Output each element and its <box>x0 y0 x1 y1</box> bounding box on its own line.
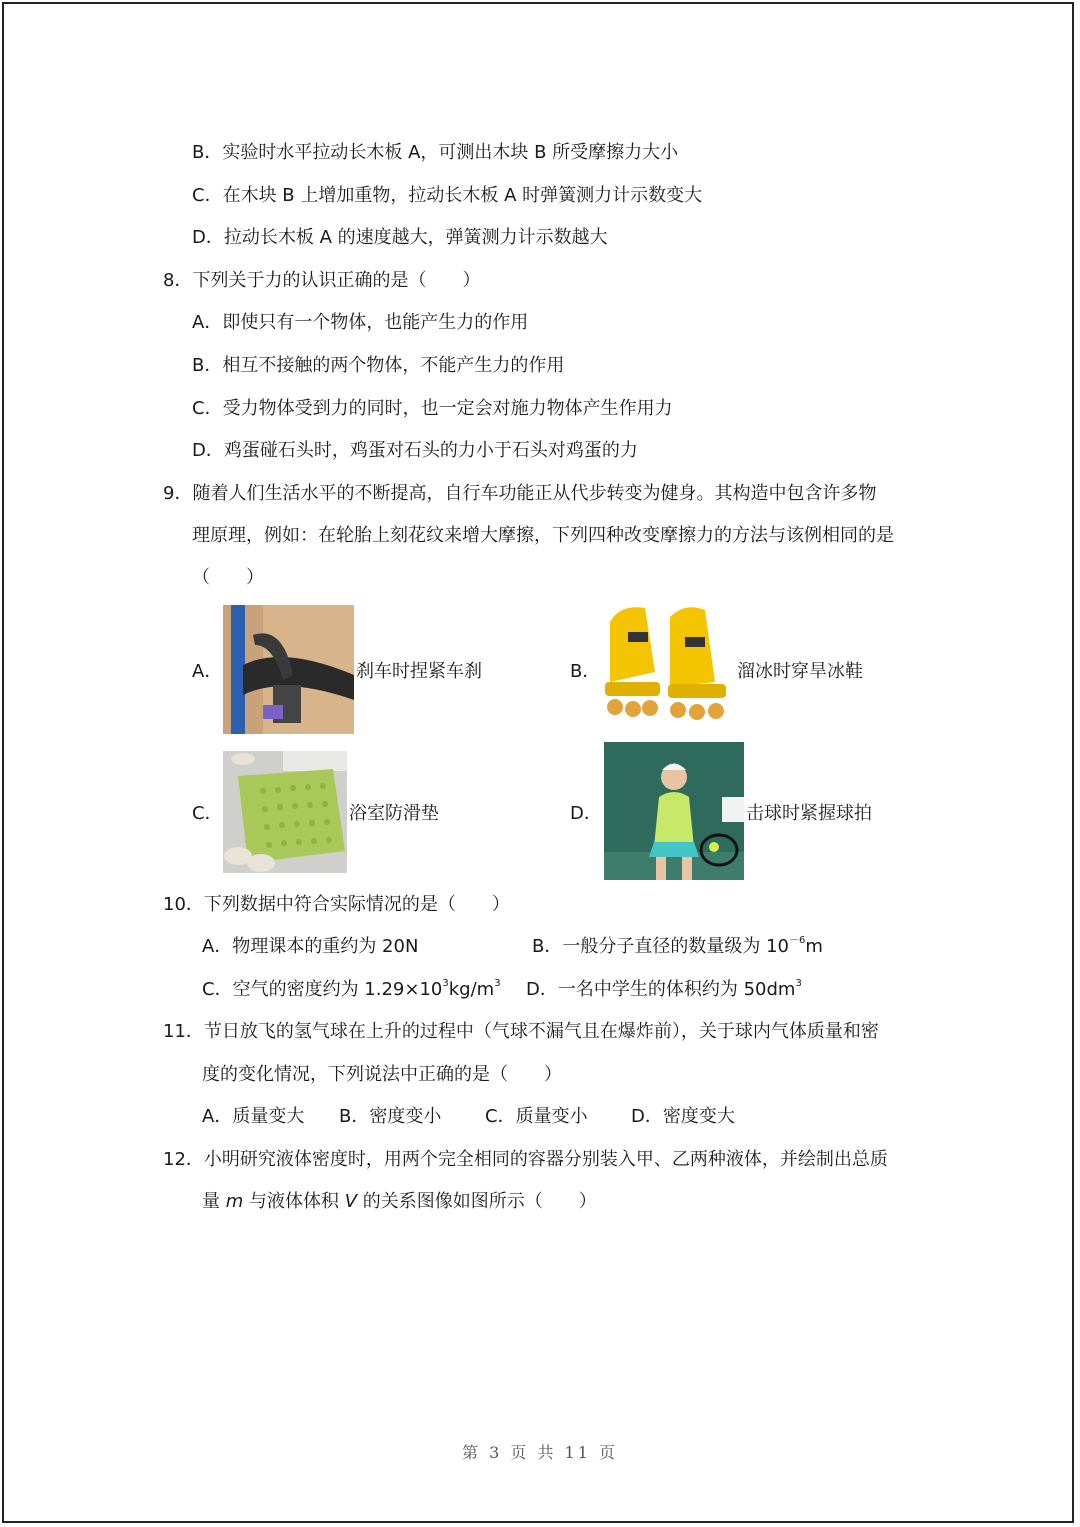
q9-option-d-letter: D． <box>570 803 602 824</box>
bath-mat-image <box>223 751 347 873</box>
q12-stem-line2: 量 m 与液体体积 V 的关系图像如图所示（ ） <box>202 1191 597 1212</box>
roller-skate-image <box>600 602 732 726</box>
q10-stem: 10．下列数据中符合实际情况的是（ ） <box>163 894 510 915</box>
q10-option-a: A．物理课本的重约为 20N <box>202 936 419 957</box>
q9-option-d-text: 击球时紧握球拍 <box>746 803 872 824</box>
q11-option-b: B．密度变小 <box>339 1106 442 1127</box>
q9-option-c-text: 浴室防滑垫 <box>349 803 439 824</box>
q11-option-d: D．密度变大 <box>631 1106 735 1127</box>
q8-option-c: C．受力物体受到力的同时，也一定会对施力物体产生作用力 <box>192 398 673 419</box>
q9-option-b-text: 溜冰时穿旱冰鞋 <box>737 661 863 682</box>
q11-stem-line1: 11．节日放飞的氢气球在上升的过程中（气球不漏气且在爆炸前），关于球内气体质量和密 <box>163 1021 879 1042</box>
q9-option-a-text: 刹车时捏紧车刹 <box>356 661 482 682</box>
q11-stem-line2: 度的变化情况，下列说法中正确的是（ ） <box>202 1064 562 1085</box>
q8-stem: 8．下列关于力的认识正确的是（ ） <box>163 270 481 291</box>
q9-option-b-letter: B． <box>570 661 601 682</box>
q9-stem-line1: 9．随着人们生活水平的不断提高，自行车功能正从代步转变为健身。其构造中包含许多物 <box>163 483 877 504</box>
q11-option-a: A．质量变大 <box>202 1106 305 1127</box>
page-number-footer: 第 3 页 共 11 页 <box>462 1443 618 1462</box>
q7-option-c: C．在木块 B 上增加重物，拉动长木板 A 时弹簧测力计示数变大 <box>192 185 703 206</box>
q10-option-b: B．一般分子直径的数量级为 $10^{-6}m$ <box>532 935 823 957</box>
q10-option-d: D．一名中学生的体积约为 $50dm^3$ <box>526 978 802 1000</box>
q7-option-b: B．实验时水平拉动长木板 A，可测出木块 B 所受摩擦力大小 <box>192 142 679 163</box>
q8-option-b: B．相互不接触的两个物体，不能产生力的作用 <box>192 355 565 376</box>
q10-option-c: C．空气的密度约为 $1.29\times 10^3kg/m^3$ <box>202 978 501 1000</box>
q9-stem-line2: 理原理，例如：在轮胎上刻花纹来增大摩擦，下列四种改变摩擦力的方法与该例相同的是 <box>192 525 894 546</box>
bicycle-brake-image <box>223 605 354 734</box>
q12-stem-line1: 12．小明研究液体密度时，用两个完全相同的容器分别装入甲、乙两种液体，并绘制出总质 <box>163 1149 888 1170</box>
q8-option-d: D．鸡蛋碰石头时，鸡蛋对石头的力小于石头对鸡蛋的力 <box>192 440 638 461</box>
q7-option-d: D．拉动长木板 A 的速度越大，弹簧测力计示数越大 <box>192 227 608 248</box>
q9-option-a-letter: A． <box>192 661 223 682</box>
q8-option-a: A．即使只有一个物体，也能产生力的作用 <box>192 312 529 333</box>
q11-option-c: C．质量变小 <box>485 1106 588 1127</box>
tennis-player-image <box>604 742 744 880</box>
q9-option-c-letter: C． <box>192 803 223 824</box>
q9-stem-line3: （ ） <box>192 567 264 588</box>
